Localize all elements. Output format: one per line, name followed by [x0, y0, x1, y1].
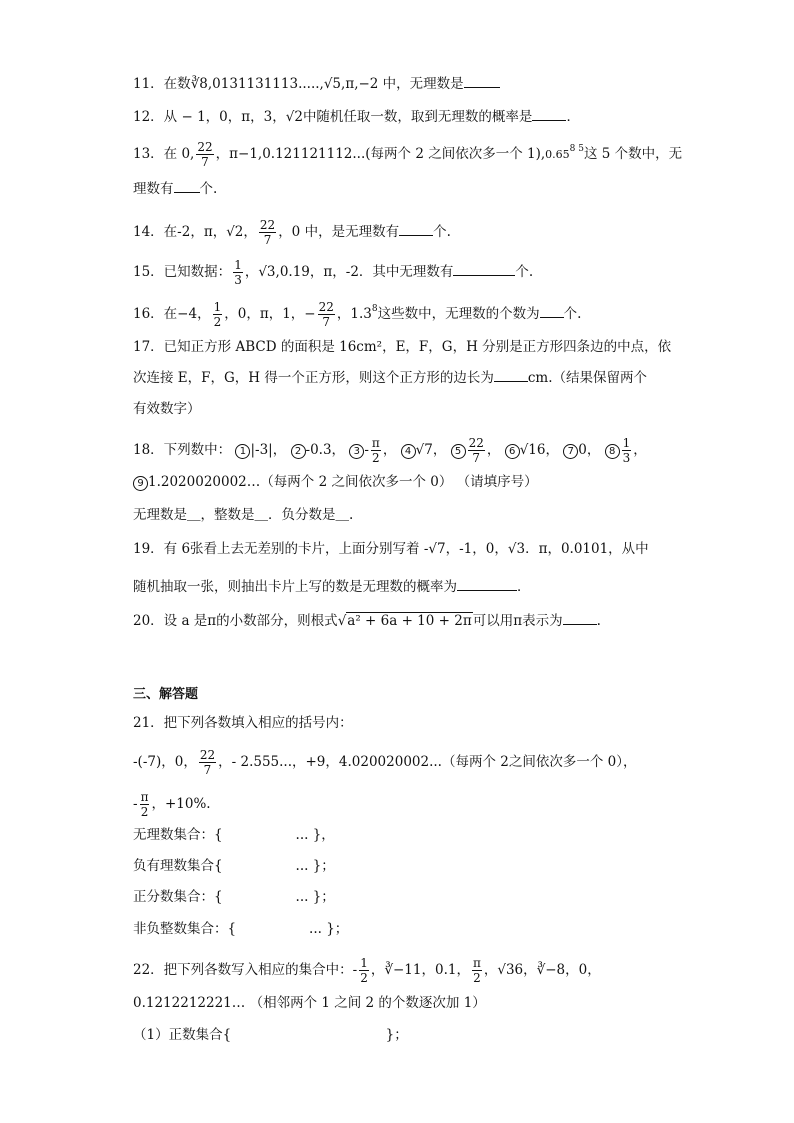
answer-blank[interactable] [399, 223, 433, 236]
q14-text: ， [243, 224, 257, 240]
fraction [622, 436, 632, 465]
q12-text: π [241, 109, 251, 125]
question-21: 21．把下列各数填入相应的括号内： [133, 715, 353, 731]
q15-text: 个. [515, 264, 534, 280]
q19-text: ，-1，0， [445, 541, 508, 557]
question-14 [133, 218, 451, 247]
numerator: 22 [318, 300, 334, 314]
numerator: 22 [468, 436, 484, 450]
cube-root: ∛8 [190, 76, 208, 92]
circled-number: 5 [451, 444, 466, 459]
question-21-numbers-2 [133, 790, 211, 819]
q18-item: ， [486, 442, 501, 458]
q19-text: ． [517, 579, 531, 595]
question-17-line3 [133, 400, 201, 418]
q12-text: 中随机任取一数，取到无理数的概率是 [302, 109, 533, 125]
q17-text: 次连接 E，F，G，H 得一个正方形，则这个正方形的边长为 [133, 370, 494, 386]
q22-text: 22．把下列各数写入相应的集合中：- [133, 962, 358, 978]
q16-text: ，1.3 [336, 306, 372, 322]
answer-blank[interactable] [174, 180, 200, 193]
q18-text: 无理数是＿，整数是＿．负分数是＿. [133, 507, 354, 523]
answer-blank[interactable] [532, 108, 566, 121]
q11-text: ,0131131113....., [207, 76, 324, 92]
question-22 [133, 956, 601, 985]
question-11 [133, 75, 500, 93]
q18-item: 0， [578, 442, 601, 458]
q18-item: -0.3， [305, 442, 346, 458]
answer-blank[interactable] [453, 263, 515, 276]
set-negative-rational[interactable]: 负有理数集合{ ... }； [133, 858, 335, 874]
denominator: 7 [322, 315, 331, 329]
q17-text: 17．已知正方形 ABCD 的面积是 16cm²，E，F，G，H 分别是正方形四条边的中点，依 [133, 339, 672, 355]
fraction [318, 300, 335, 329]
q18-item: ， [545, 442, 559, 458]
circled-number: 7 [563, 444, 578, 459]
question-18-line3 [133, 506, 353, 524]
answer-blank[interactable] [457, 578, 517, 591]
set-irrational[interactable]: 无理数集合：{ ... }， [133, 827, 335, 843]
answer-blank[interactable] [563, 612, 597, 625]
question-18 [133, 436, 647, 465]
numerator: 22 [199, 748, 216, 762]
q14-text: 14．在-2，π， [133, 224, 227, 240]
q19-text: 随机抽取一张，则抽出卡片上写的数是无理数的概率为 [133, 579, 457, 595]
q22-text: ，∛−11，0.1， [370, 962, 470, 978]
q22-text: ，√36，∛−8，0， [483, 962, 601, 978]
question-20: 20．设 a 是π的小数部分，则根式√a² + 6a + 10 + 2π可以用π表示为 . [133, 613, 601, 629]
sqrt-expr: √3 [258, 264, 276, 280]
circled-number: 8 [605, 444, 620, 459]
sqrt-expr: √16 [519, 442, 546, 458]
q17-text: 有效数字） [133, 401, 201, 417]
q15-text: ,0.19，π，-2．其中无理数有 [275, 264, 454, 280]
denominator: 7 [203, 763, 212, 777]
question-21-numbers [133, 748, 636, 777]
question-13 [133, 140, 682, 169]
q21-text: -(-7)，0， [133, 754, 197, 770]
q18-item: - [364, 442, 369, 458]
q12-text: ，3， [250, 109, 286, 125]
q14-text: 个. [433, 224, 451, 240]
q11-text: 11．在数 [133, 76, 191, 92]
fraction [196, 140, 213, 169]
q11-text: ,π,−2 中，无理数是 [341, 76, 464, 92]
sqrt-expr: √2 [226, 224, 244, 240]
q13-text: 0.65 [545, 148, 570, 161]
sqrt-expr: √2 [285, 109, 303, 125]
q21-text: - [133, 796, 138, 812]
answer-blank[interactable] [464, 75, 500, 88]
q12-text: 12．从 − 1，0， [133, 109, 242, 125]
fraction [472, 956, 482, 985]
q18-item: |-3|， [250, 442, 287, 458]
numerator: π [140, 790, 149, 804]
denominator: 2 [213, 315, 222, 329]
fraction [233, 258, 243, 287]
fraction [359, 956, 369, 985]
q18-text: 1.2020020002…（每两个 2 之间依次多一个 0） （请填序号） [148, 474, 538, 490]
denominator: 2 [473, 971, 481, 985]
q19-text: ．π，0.0101，从中 [525, 541, 649, 557]
question-19 [133, 540, 649, 558]
numerator: π [371, 436, 380, 450]
q16-text: 16．在−4， [133, 306, 211, 322]
q13-text: 理数有 [133, 181, 174, 197]
question-17 [133, 338, 671, 356]
q20-text: . [596, 613, 601, 629]
question-18-line2 [133, 473, 538, 491]
set-nonnegative-integer[interactable]: 非负整数集合：{ ... }； [133, 921, 349, 937]
denominator: 3 [234, 273, 242, 287]
q15-text: ， [244, 264, 259, 280]
fraction [371, 436, 381, 465]
q18-text: 18．下列数中： [133, 442, 232, 458]
q16-text: ，0，π，1，− [224, 306, 316, 322]
q14-text: ，0 中，是无理数有 [278, 224, 400, 240]
numerator: π [472, 956, 481, 970]
circled-number: 2 [291, 444, 306, 459]
answer-blank[interactable] [494, 369, 528, 382]
q20-text: 20．设 a 是π的小数部分，则根式 [133, 613, 338, 629]
q19-text: 19．有 6张看上去无差别的卡片，上面分别写着 - [133, 541, 429, 557]
denominator: 7 [263, 233, 272, 247]
q13-text: ，π−1,0.121121112...(每两个 2 之间依次多一个 1), [215, 146, 546, 162]
circled-number: 4 [401, 444, 416, 459]
q13-text: 这 5 个数中，无 [583, 146, 683, 162]
denominator: 7 [472, 451, 481, 465]
q18-item: ， [633, 442, 647, 458]
question-22-line2: 0.1212212221… （相邻两个 1 之间 2 的个数逐次加 1） [133, 995, 486, 1011]
question-19-line2 [133, 578, 531, 596]
circled-number: 1 [235, 444, 250, 459]
denominator: 7 [201, 155, 209, 169]
q13-text: 13．在 0, [133, 146, 195, 162]
q16-text: 个. [563, 306, 582, 322]
q20-text: 可以用π表示为 [472, 613, 563, 629]
numerator: 1 [234, 258, 242, 272]
sqrt-expr: √7 [415, 442, 433, 458]
numerator: 1 [622, 436, 631, 450]
set-positive-fraction[interactable]: 正分数集合：{ ... }； [133, 889, 335, 905]
fraction [213, 300, 223, 329]
q16-text: 这些数中，无理数的个数为 [377, 306, 540, 322]
q21-text: ，+10%. [151, 796, 211, 812]
denominator: 2 [360, 971, 368, 985]
circled-number: 6 [505, 444, 520, 459]
fraction [259, 218, 276, 247]
question-13-line2 [133, 180, 217, 198]
sqrt-expr: √5 [323, 76, 342, 92]
answer-blank[interactable] [540, 305, 564, 318]
denominator: 2 [372, 451, 380, 465]
q18-item: ， [432, 442, 447, 458]
numerator: 22 [197, 140, 213, 154]
denominator: 2 [140, 805, 149, 819]
repeating-dot: 8 [371, 304, 378, 314]
denominator: 3 [622, 451, 631, 465]
numerator: 1 [360, 956, 368, 970]
q17-text: cm.（结果保留两个 [527, 370, 648, 386]
fraction [199, 748, 216, 777]
sqrt-expr: √3 [507, 541, 526, 557]
fraction [468, 436, 485, 465]
question-15 [133, 258, 533, 287]
q15-text: 15．已知数据： [133, 264, 232, 280]
set-positive-numbers[interactable]: （1）正数集合{ }； [133, 1027, 408, 1043]
question-12 [133, 108, 580, 126]
circled-number: 9 [133, 476, 148, 491]
q13-text: 个. [199, 181, 218, 197]
question-16 [133, 300, 581, 329]
q18-item: ， [382, 442, 397, 458]
section-heading: 三、解答题 [133, 687, 199, 702]
question-17-line2 [133, 369, 647, 387]
numerator: 1 [213, 300, 222, 314]
circled-number: 3 [349, 444, 364, 459]
sqrt-expr: √7 [428, 541, 446, 557]
q21-text: ，- 2.555...，+9，4.020020002...（每两个 2之间依次多一个 0）， [218, 754, 637, 770]
fraction [140, 790, 150, 819]
q12-text: ． [566, 109, 580, 125]
numerator: 22 [259, 218, 276, 232]
radical-expr: a² + 6a + 10 + 2π [347, 613, 472, 629]
repeating-dots: 8 5 [569, 144, 584, 154]
